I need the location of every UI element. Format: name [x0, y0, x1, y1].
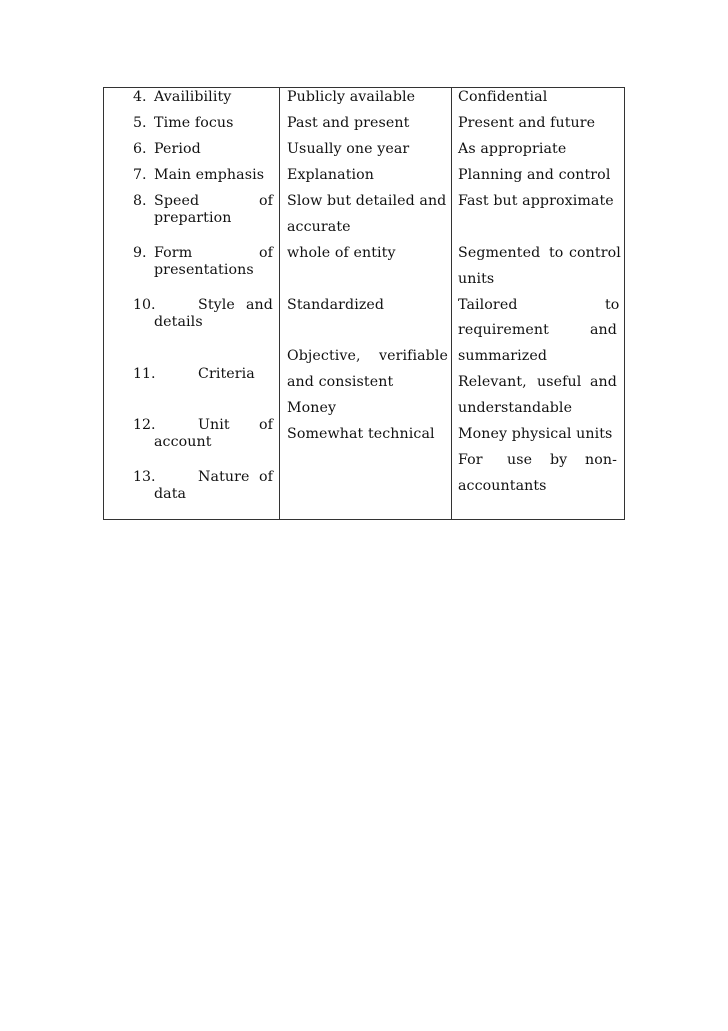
financial-accounting-cell: Money [287, 400, 337, 416]
management-accounting-cell: Money physical units [458, 426, 613, 442]
management-accounting-cell: control [569, 245, 621, 261]
column-divider-1 [279, 87, 280, 520]
management-accounting-cell: use [507, 452, 533, 468]
management-accounting-cell: Confidential [458, 89, 548, 105]
row-number: 8. [133, 193, 147, 209]
criterion-label: presentations [154, 262, 254, 278]
financial-accounting-cell: Somewhat technical [287, 426, 435, 442]
row-number: 10. [133, 297, 156, 313]
financial-accounting-cell: Explanation [287, 167, 375, 183]
row-number: 5. [133, 115, 147, 131]
criterion-label: Style [198, 297, 235, 313]
criterion-label: Time focus [154, 115, 234, 131]
management-accounting-cell: useful [537, 374, 582, 390]
management-accounting-cell: For [458, 452, 483, 468]
financial-accounting-cell: verifiable [379, 348, 448, 364]
criterion-label: of [259, 417, 273, 433]
row-number: 9. [133, 245, 147, 261]
management-accounting-cell: Fast but approximate [458, 193, 614, 209]
criterion-label: account [154, 434, 212, 450]
criterion-label: of [259, 469, 273, 485]
financial-accounting-cell: Objective, [287, 348, 361, 364]
criterion-label: of [259, 245, 273, 261]
criterion-label: Availibility [154, 89, 232, 105]
row-number: 7. [133, 167, 147, 183]
financial-accounting-cell: whole of entity [287, 245, 396, 261]
financial-accounting-cell: Past and present [287, 115, 410, 131]
criterion-label: Criteria [198, 366, 255, 382]
management-accounting-cell: to [549, 245, 564, 261]
criterion-label: prepartion [154, 210, 232, 226]
criterion-label: Form [154, 245, 193, 261]
criterion-label: data [154, 486, 187, 502]
column-divider-2 [451, 87, 452, 520]
criterion-label: Speed [154, 193, 200, 209]
management-accounting-cell: and [590, 322, 617, 338]
management-accounting-cell: units [458, 271, 495, 287]
management-accounting-cell: and [590, 374, 617, 390]
management-accounting-cell: to [605, 297, 620, 313]
financial-accounting-cell: Standardized [287, 297, 385, 313]
financial-accounting-cell: and consistent [287, 374, 394, 390]
management-accounting-cell: Relevant, [458, 374, 527, 390]
financial-accounting-cell: accurate [287, 219, 351, 235]
criterion-label: and [246, 297, 273, 313]
criterion-label: details [154, 314, 203, 330]
criterion-label: Unit [198, 417, 230, 433]
management-accounting-cell: accountants [458, 478, 547, 494]
criterion-label: Nature [198, 469, 250, 485]
financial-accounting-cell: Slow but detailed and [287, 193, 447, 209]
criterion-label: of [259, 193, 273, 209]
criterion-label: Period [154, 141, 201, 157]
row-number: 13. [133, 469, 156, 485]
management-accounting-cell: Present and future [458, 115, 596, 131]
criterion-label: Main emphasis [154, 167, 265, 183]
row-number: 4. [133, 89, 147, 105]
row-number: 6. [133, 141, 147, 157]
row-number: 11. [133, 366, 156, 382]
row-number: 12. [133, 417, 156, 433]
management-accounting-cell: requirement [458, 322, 549, 338]
management-accounting-cell: Segmented [458, 245, 541, 261]
financial-accounting-cell: Publicly available [287, 89, 416, 105]
management-accounting-cell: Tailored [458, 297, 518, 313]
management-accounting-cell: by [550, 452, 568, 468]
management-accounting-cell: As appropriate [458, 141, 567, 157]
management-accounting-cell: Planning and control [458, 167, 611, 183]
financial-accounting-cell: Usually one year [287, 141, 410, 157]
management-accounting-cell: non- [585, 452, 618, 468]
management-accounting-cell: understandable [458, 400, 573, 416]
management-accounting-cell: summarized [458, 348, 548, 364]
